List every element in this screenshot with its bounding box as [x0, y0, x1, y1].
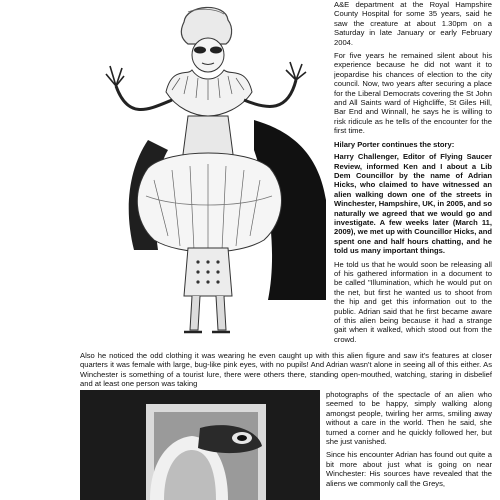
paragraph: For five years he remained silent about his experience because he did not want it to jeopardise his chances of election to the city council. Now, two years after securing a place for the Liberal Democrats covering the St John and All Saints ward of Highcliffe, St Giles Hill, Bar End and Winnall, he says he is willing to risk ridicule as he tells of the encounter for the first time.: [334, 51, 492, 136]
alien-photo-drawing: [80, 390, 320, 500]
right-column-text: [334, 0, 492, 362]
alien-photograph: [80, 390, 320, 500]
full-width-paragraph: Also he noticed the odd clothing it was wearing he even caught up with this alien figure and saw it's features at closer quarters it was female with large, bug-like pink eyes, with no pupils! And Adrian wasn't alone in seeing all of this either. As Winchester is something of a tourist lure, there were others there, standing open-mouthed, watching, staring in disbelief and at least one person was taking: [80, 351, 492, 389]
paragraph: Since his encounter Adrian has found out quite a bit more about just what is going on near Winchester: His sources have revealed that the aliens we commonly call the Greys,: [326, 450, 492, 488]
paragraph: photographs of the spectacle of an alien who seemed to be happy, simply walking along amongst people, twirling her arms, smiling away without a care in the world. Then he said, she turned a corner and he quickly followed her, but she just vanished.: [326, 390, 492, 447]
paragraph: He told us that he would soon be releasing all of his gathered information in a document to be called "Illumination, which he would put on the net, but first he wanted us to shoot from the hip and get this information out to the public. Adrian said that he first became aware of this alien being because it had a strange gait when it walked, which stood out from the crowd.: [334, 259, 492, 344]
bottom-column-text: [326, 390, 492, 500]
bold-paragraph: Harry Challenger, Editor of Flying Saucer Review, informed Ken and I about a Lib Dem Councillor by the name of Adrian Hicks, who claimed to have witnessed an alien walking down one of the streets in Winchester, Hampshire, UK, in 2005, and so naturally we agreed that we would go and investigate. A few weeks later (March 11, 2009), we met up with Councillor Hicks, and spent one and half hours chatting, and he told us many important things.: [334, 152, 492, 256]
alien-sketch-illustration: [88, 0, 328, 342]
subheading: Hilary Porter continues the story:: [334, 139, 455, 149]
paragraph: A&E department at the Royal Hampshire County Hospital for some 35 years, said he saw the creature at about 1.30pm on a Saturday in late January or early February 2004.: [334, 0, 492, 47]
alien-sketch-drawing: [88, 0, 328, 342]
